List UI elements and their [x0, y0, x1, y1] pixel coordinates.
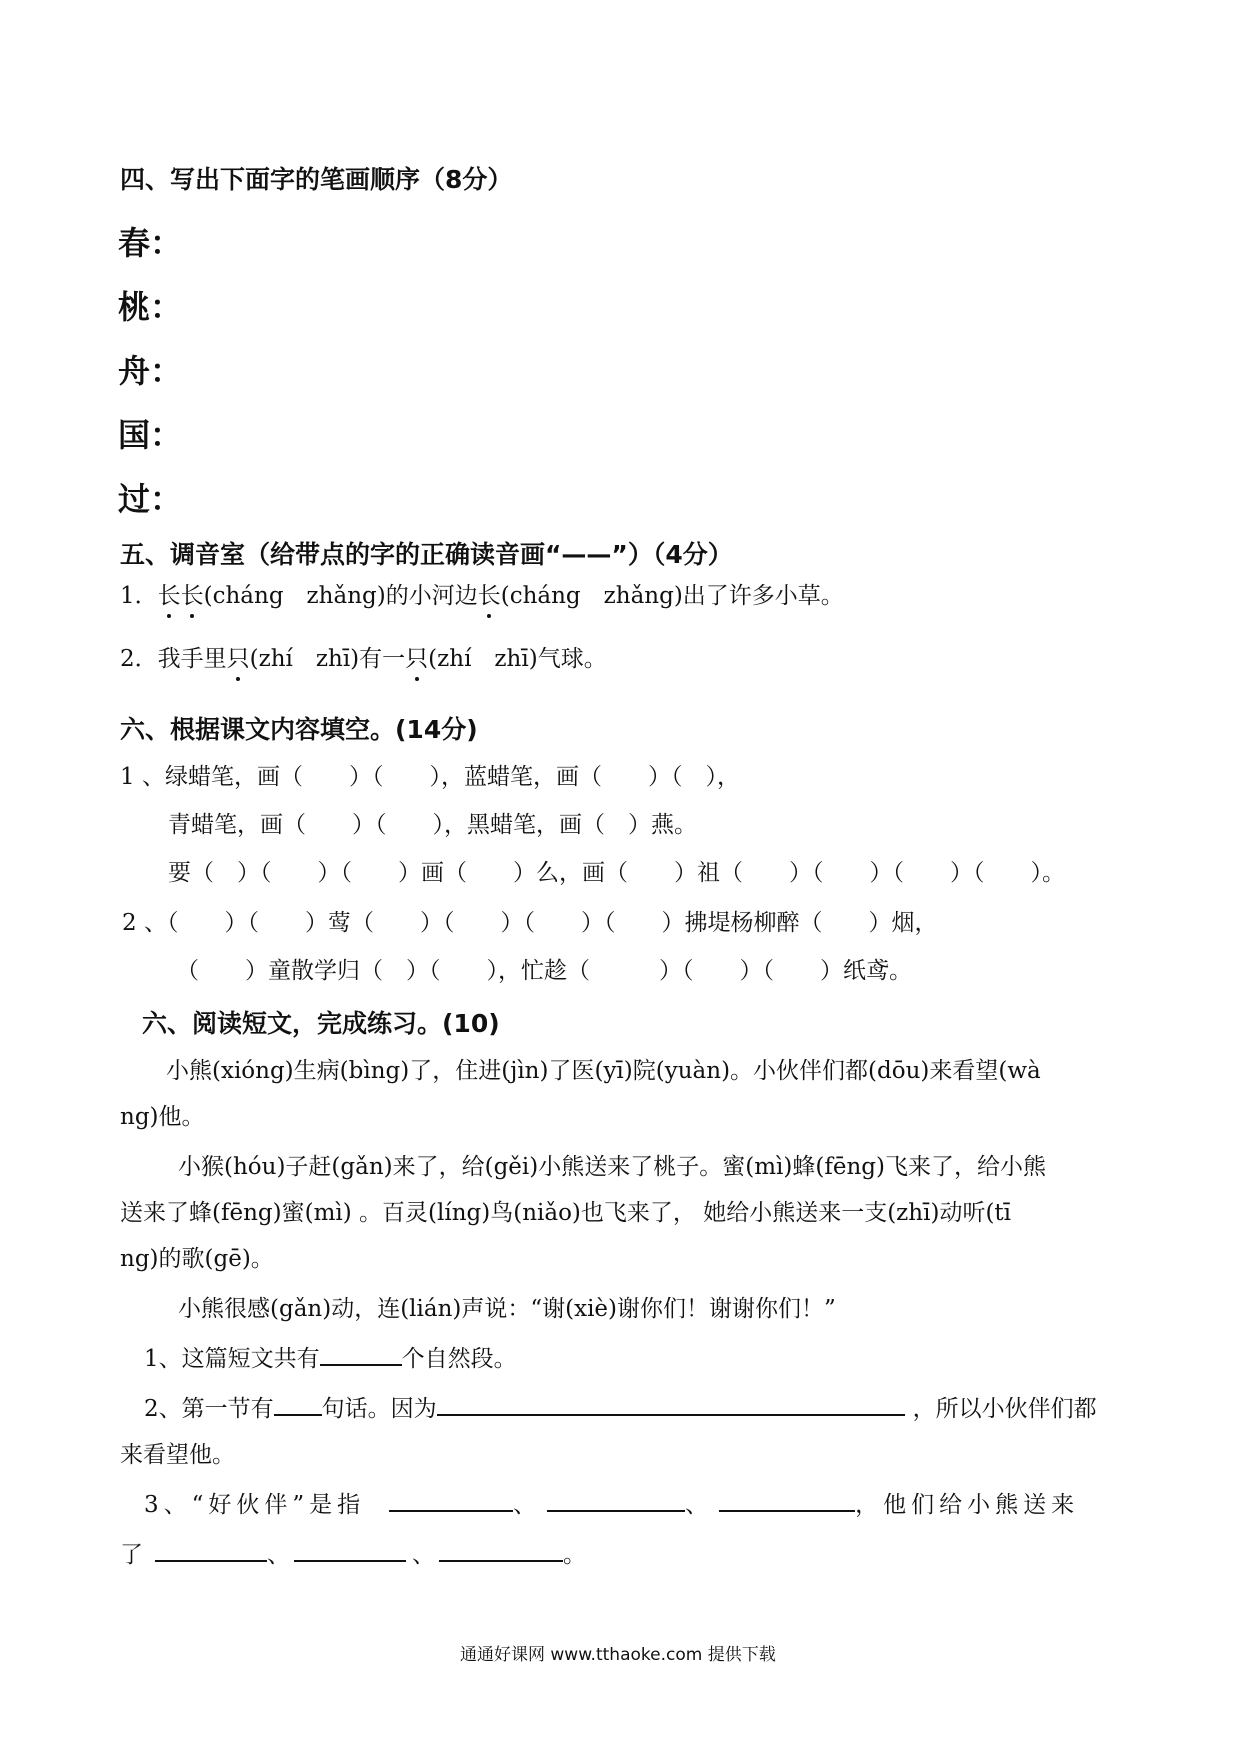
stroke-item-zhou: 舟： [118, 352, 183, 390]
fill-line-5: （ ）童散学归（ ）（ ），忙趁（ ）（ ）（ ）纸鸢。 [176, 958, 912, 984]
dotted-char: 只 [405, 640, 428, 673]
stroke-item-tao: 桃： [118, 288, 183, 326]
answer-blank[interactable] [274, 1392, 322, 1416]
reading-question-3-cont: 了 、 、 。 [120, 1536, 586, 1569]
stroke-item-chun: 春： [118, 224, 183, 262]
reading-para-2: 小猴(hóu)子赶(gǎn)来了，给(gěi)小熊送来了桃子。蜜(mì)蜂(fēng)飞来了，给小熊 [178, 1154, 1046, 1180]
reading-para-1-cont: ng)他。 [120, 1104, 205, 1130]
fill-line-3: 要（ ）（ ）（ ）画（ ）么，画（ ）祖（ ）（ ）（ ）（ ）。 [168, 860, 1065, 886]
reading-para-1: 小熊(xióng)生病(bìng)了，住进(jìn)了医(yī)院(yuàn)。小伙伴们都(dōu)来看望(wà [166, 1058, 1041, 1084]
answer-blank[interactable] [320, 1342, 402, 1366]
answer-blank[interactable] [547, 1488, 685, 1512]
fill-line-1: 1 、绿蜡笔，画（ ）（ ），蓝蜡笔，画（ ）（ ）， [120, 764, 740, 790]
stroke-item-guo: 国： [118, 416, 183, 454]
answer-blank[interactable] [439, 1538, 563, 1562]
fill-line-4: 2 、（ ）（ ）莺（ ）（ ）（ ）（ ）拂堤杨柳醉（ ）烟， [122, 910, 938, 936]
section-6-title: 六、根据课文内容填空。(14分) [120, 715, 478, 744]
reading-para-3: 小熊很感(gǎn)动，连(lián)声说：“谢(xiè)谢你们！谢谢你们！” [178, 1296, 836, 1322]
answer-blank[interactable] [155, 1538, 267, 1562]
pronunciation-question-2: 2．我手里只(zhí zhī)有一只(zhí zhī)气球。 [120, 640, 607, 673]
pronunciation-question-1: 1．长长(cháng zhǎng)的小河边长(cháng zhǎng)出了许多小草。 [120, 577, 844, 610]
reading-question-2-cont: 来看望他。 [120, 1442, 235, 1468]
dotted-char: 长 [158, 577, 181, 610]
stroke-item-guo2: 过： [118, 480, 183, 518]
page-footer: 通通好课网 www.tthaoke.com 提供下载 [460, 1645, 776, 1665]
reading-question-3: 3、“好伙伴”是指 、 、 ，他们给小熊送来 [144, 1486, 1079, 1519]
answer-blank[interactable] [719, 1488, 855, 1512]
dotted-char: 长 [478, 577, 501, 610]
answer-blank[interactable] [437, 1392, 905, 1416]
reading-para-2-end: ng)的歌(gē)。 [120, 1246, 274, 1272]
section-4-title: 四、写出下面字的笔画顺序（8分） [120, 165, 513, 194]
dotted-char: 长 [181, 577, 204, 610]
answer-blank[interactable] [294, 1538, 406, 1562]
section-5-title: 五、调音室（给带点的字的正确读音画“——”）（4分） [120, 540, 733, 569]
dotted-char: 只 [227, 640, 250, 673]
reading-section-title: 六、阅读短文，完成练习。(10) [142, 1009, 500, 1038]
answer-blank[interactable] [389, 1488, 513, 1512]
fill-line-2: 青蜡笔，画（ ）（ ），黑蜡笔，画（ ）燕。 [168, 812, 697, 838]
reading-para-2-cont: 送来了蜂(fēng)蜜(mì) 。百灵(líng)鸟(niǎo)也飞来了， 她给小熊送来一支(zhī)动听(tī [120, 1200, 1012, 1226]
reading-question-1: 1、这篇短文共有 个自然段。 [144, 1340, 517, 1373]
reading-question-2: 2、第一节有 句话。因为 ，所以小伙伴们都 [144, 1390, 1097, 1423]
